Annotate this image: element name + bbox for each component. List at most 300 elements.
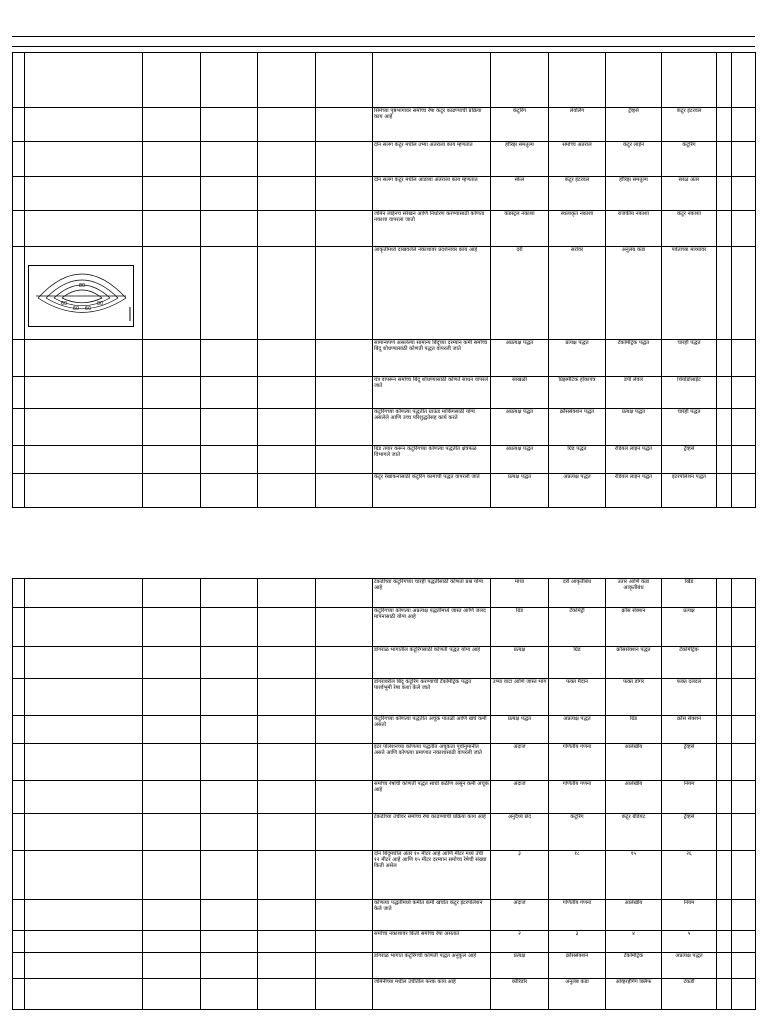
question-text: आकृतीमध्ये दाखवलेले नकाशावर प्रदर्शनावर काय आहे bbox=[373, 247, 491, 339]
option-3 bbox=[606, 53, 662, 108]
option-3: कंटूर लाईन bbox=[606, 142, 662, 177]
blank-cell bbox=[316, 716, 373, 743]
row-number-cell bbox=[13, 900, 25, 930]
blank-cell bbox=[316, 108, 373, 142]
question-text: सिमेच्या पृष्ठभागावर समोच्च रेषा कंटूर काढण्याची प्रक्रिया काय आहे bbox=[373, 108, 491, 142]
question-text: डोंगराळ भागातील कंटूरिंगसाठी कोणती पद्धत योग्य आहे bbox=[373, 647, 491, 679]
option-1: दरी bbox=[491, 247, 549, 339]
option-2: समोच्च अंतराल bbox=[549, 142, 606, 177]
blank-cell bbox=[201, 716, 258, 743]
blank-cell bbox=[258, 979, 316, 1010]
answer-cell bbox=[717, 108, 732, 142]
blank-cell bbox=[316, 608, 373, 647]
marks-cell bbox=[732, 579, 756, 608]
option-2: ग्रिड bbox=[549, 647, 606, 679]
table-row bbox=[13, 608, 756, 647]
option-1: प्रत्यक्ष bbox=[491, 953, 549, 979]
table-row bbox=[13, 211, 756, 247]
option-1: कॉरिडॉर bbox=[491, 979, 549, 1010]
blank-cell bbox=[25, 376, 143, 408]
option-4: टॅकोमेट्रिक bbox=[662, 647, 717, 679]
option-4: कंटूर इंटरवल bbox=[662, 108, 717, 142]
row-number-cell bbox=[13, 177, 25, 211]
option-2: प्रत्यक्ष पद्धत bbox=[549, 339, 606, 376]
option-4: ५ bbox=[662, 930, 717, 952]
marks-cell bbox=[732, 376, 756, 408]
blank-cell bbox=[143, 813, 201, 851]
blank-cell bbox=[201, 608, 258, 647]
table-row bbox=[13, 851, 756, 900]
option-3: टॅकोमेट्रिक bbox=[606, 953, 662, 979]
blank-cell bbox=[258, 53, 316, 108]
table-row bbox=[13, 339, 756, 376]
option-2: अनुलंब कडा bbox=[549, 979, 606, 1010]
blank-cell bbox=[258, 743, 316, 781]
option-1: प्रत्यक्ष bbox=[491, 647, 549, 679]
row-number-cell bbox=[13, 445, 25, 473]
option-3: ओव्हरहँगिंग क्लिफ bbox=[606, 979, 662, 1010]
blank-cell bbox=[316, 900, 373, 930]
option-3: फक्त डोंगर bbox=[606, 678, 662, 716]
option-4: ट्रॅव्हर्स bbox=[662, 445, 717, 473]
option-1: अप्रत्यक्ष पद्धत bbox=[491, 339, 549, 376]
blank-cell bbox=[201, 247, 258, 339]
blank-cell bbox=[258, 608, 316, 647]
option-1: उभ्या वाटा आणि जास्त भाग bbox=[491, 678, 549, 716]
question-text: डोंगराळ भागात कंटूरिंगची कोणती पद्धत अनुकूल आहे bbox=[373, 953, 491, 979]
option-1: अप्रत्यक्ष पद्धत bbox=[491, 445, 549, 473]
row-number-cell bbox=[13, 716, 25, 743]
answer-cell bbox=[717, 743, 732, 781]
answer-cell bbox=[717, 53, 732, 108]
option-1: स्केल bbox=[491, 177, 549, 211]
option-3: रेडियल लाइन पद्धत bbox=[606, 445, 662, 473]
answer-cell bbox=[717, 376, 732, 408]
answer-cell bbox=[717, 900, 732, 930]
row-number-cell bbox=[13, 142, 25, 177]
blank-cell bbox=[201, 979, 258, 1010]
blank-cell bbox=[143, 177, 201, 211]
marks-cell bbox=[732, 445, 756, 473]
question-text: सामान्यपणे असलेल्या सामान्य बिंदूच्या दरम्यान कमी समोच्च बिंदू शोधण्यासाठी कोणती पद्धत वापरली जाते bbox=[373, 339, 491, 376]
row-number-cell bbox=[13, 408, 25, 445]
question-text: समोच्च रेषांची कोणती पद्धत साधी कठीण असून कमी अचूक आहे bbox=[373, 781, 491, 814]
blank-cell bbox=[201, 930, 258, 952]
blank-cell bbox=[143, 608, 201, 647]
option-1: माथा bbox=[491, 579, 549, 608]
option-1: २ bbox=[491, 930, 549, 952]
option-4: कंटूरिंग bbox=[662, 142, 717, 177]
blank-cell bbox=[143, 781, 201, 814]
blank-cell bbox=[143, 339, 201, 376]
table-row bbox=[13, 900, 756, 930]
answer-cell bbox=[717, 647, 732, 679]
top-rule-1 bbox=[12, 36, 755, 37]
table-row bbox=[13, 177, 756, 211]
option-3: राजकीय नकाशा bbox=[606, 211, 662, 247]
question-table-2 bbox=[12, 578, 756, 1010]
blank-cell bbox=[201, 445, 258, 473]
option-1: अंदाज bbox=[491, 781, 549, 814]
blank-cell bbox=[316, 678, 373, 716]
marks-cell bbox=[732, 678, 756, 716]
answer-cell bbox=[717, 813, 732, 851]
option-1: हॉरिझ समतुल्य bbox=[491, 142, 549, 177]
contour-label: 60 bbox=[60, 301, 68, 308]
blank-cell bbox=[25, 647, 143, 679]
blank-cell bbox=[316, 247, 373, 339]
blank-cell bbox=[258, 142, 316, 177]
option-2: १८ bbox=[549, 851, 606, 900]
option-2: ३ bbox=[549, 930, 606, 952]
option-2: सरोवर bbox=[549, 247, 606, 339]
option-4: खिंड bbox=[662, 579, 717, 608]
option-3: ग्रिड bbox=[606, 716, 662, 743]
blank-cell bbox=[143, 647, 201, 679]
option-2: कंटूरिंग bbox=[549, 813, 606, 851]
option-4: चारही पद्धत bbox=[662, 408, 717, 445]
option-3: हॉरिझ समतुल्य bbox=[606, 177, 662, 211]
option-4: सरळ अंतर bbox=[662, 177, 717, 211]
option-2: अप्रत्यक्ष पद्धत bbox=[549, 716, 606, 743]
table-row bbox=[13, 930, 756, 952]
option-3: टॅकोमेट्रिक पद्धत bbox=[606, 339, 662, 376]
table-row bbox=[13, 579, 756, 608]
blank-cell bbox=[201, 211, 258, 247]
answer-cell bbox=[717, 953, 732, 979]
blank-cell bbox=[258, 211, 316, 247]
figure-cell bbox=[25, 247, 143, 339]
option-1 bbox=[491, 53, 549, 108]
table-row bbox=[13, 953, 756, 979]
answer-cell bbox=[717, 177, 732, 211]
blank-cell bbox=[316, 930, 373, 952]
answer-cell bbox=[717, 608, 732, 647]
option-3: कंटूर ग्रेडियंट bbox=[606, 813, 662, 851]
contour-label: 60 bbox=[84, 306, 92, 313]
blank-cell bbox=[143, 930, 201, 952]
option-2: स्थलाकृत नकाशा bbox=[549, 211, 606, 247]
row-number-cell bbox=[13, 608, 25, 647]
blank-cell bbox=[201, 579, 258, 608]
option-4: नियम bbox=[662, 781, 717, 814]
blank-cell bbox=[25, 678, 143, 716]
row-number-cell bbox=[13, 930, 25, 952]
option-2: लेवलिंग bbox=[549, 108, 606, 142]
marks-cell bbox=[732, 979, 756, 1010]
option-1: अंदाज bbox=[491, 900, 549, 930]
row-number-cell bbox=[13, 953, 25, 979]
blank-cell bbox=[316, 473, 373, 507]
blank-cell bbox=[25, 979, 143, 1010]
row-number-cell bbox=[13, 851, 25, 900]
answer-cell bbox=[717, 979, 732, 1010]
blank-cell bbox=[258, 445, 316, 473]
table-row bbox=[13, 445, 756, 473]
blank-cell bbox=[258, 579, 316, 608]
marks-cell bbox=[732, 781, 756, 814]
blank-cell bbox=[25, 142, 143, 177]
question-text: टेकडीच्या कंटूरिंगच्या चारही पद्धतींसाठी कोणता प्रश्न योग्य आहे bbox=[373, 579, 491, 608]
blank-cell bbox=[316, 339, 373, 376]
blank-cell bbox=[25, 339, 143, 376]
table-row bbox=[13, 142, 756, 177]
option-1: अनुदैर्ध्य छेद bbox=[491, 813, 549, 851]
option-2: फक्त मैदान bbox=[549, 678, 606, 716]
table-row bbox=[13, 108, 756, 142]
blank-cell bbox=[316, 647, 373, 679]
blank-cell bbox=[143, 851, 201, 900]
blank-cell bbox=[143, 53, 201, 108]
option-2: गणितीय गणना bbox=[549, 781, 606, 814]
row-number-cell bbox=[13, 813, 25, 851]
option-4: इंटरपोलेशन पद्धत bbox=[662, 473, 717, 507]
blank-cell bbox=[143, 445, 201, 473]
option-2: क्रॉससेक्शन पद्धत bbox=[549, 408, 606, 445]
blank-cell bbox=[316, 851, 373, 900]
blank-cell bbox=[316, 953, 373, 979]
blank-cell bbox=[143, 953, 201, 979]
blank-cell bbox=[258, 473, 316, 507]
blank-cell bbox=[201, 142, 258, 177]
blank-cell bbox=[143, 579, 201, 608]
option-1: अप्रत्यक्ष पद्धत bbox=[491, 408, 549, 445]
blank-cell bbox=[258, 339, 316, 376]
row-number-cell bbox=[13, 743, 25, 781]
blank-cell bbox=[201, 900, 258, 930]
question-text: कंटूरिंगच्या कोणत्या पद्धतीत अचूक पातळी आणि खर्च कमी असतो bbox=[373, 716, 491, 743]
question-text: कंटूरिंगच्या कोणत्या पद्धतीत ग्राऊंड मार्किंगसाठी योग्य असलेले आणि उच्च परिशुद्धतेसह कार्य करते bbox=[373, 408, 491, 445]
blank-cell bbox=[25, 813, 143, 851]
question-text: कंटूर रेखांकनासाठी कंटूरिंग कामाची पद्धत वापरली जाते bbox=[373, 473, 491, 507]
option-3: १५ bbox=[606, 851, 662, 900]
option-1: प्रत्यक्ष पद्धत bbox=[491, 716, 549, 743]
option-2: गणितीय गणना bbox=[549, 743, 606, 781]
blank-cell bbox=[201, 408, 258, 445]
blank-cell bbox=[201, 813, 258, 851]
blank-cell bbox=[143, 376, 201, 408]
option-4: चारही पद्धत bbox=[662, 339, 717, 376]
question-table-1 bbox=[12, 52, 756, 508]
option-3: आलेखीय bbox=[606, 743, 662, 781]
option-3: अनुलंब कडा bbox=[606, 247, 662, 339]
answer-cell bbox=[717, 579, 732, 608]
option-3: डंपी लेवल bbox=[606, 376, 662, 408]
option-1: ग्रिड bbox=[491, 608, 549, 647]
answer-cell bbox=[717, 678, 732, 716]
row-number-cell bbox=[13, 339, 25, 376]
blank-cell bbox=[201, 647, 258, 679]
blank-cell bbox=[201, 53, 258, 108]
question-text: कोणत्या पद्धतीमध्ये कमीत कमी खर्चात कंटूर इंटरपोलेशन केले जाते bbox=[373, 900, 491, 930]
blank-cell bbox=[258, 177, 316, 211]
blank-cell bbox=[258, 716, 316, 743]
option-3: ट्रॅव्हर्स bbox=[606, 108, 662, 142]
blank-cell bbox=[316, 142, 373, 177]
option-4: ट्रॅव्हर्स bbox=[662, 813, 717, 851]
option-2: गणितीय गणना bbox=[549, 900, 606, 930]
marks-cell bbox=[732, 408, 756, 445]
marks-cell bbox=[732, 608, 756, 647]
blank-cell bbox=[25, 716, 143, 743]
option-4: कंटूर नकाशा bbox=[662, 211, 717, 247]
option-4: अप्रत्यक्ष पद्धत bbox=[662, 953, 717, 979]
question-text: टेकडीच्या उंचीवर समोच्च रेषा काढण्याची प्रक्रिया काय आहे bbox=[373, 813, 491, 851]
blank-cell bbox=[316, 408, 373, 445]
answer-cell bbox=[717, 142, 732, 177]
table-row bbox=[13, 979, 756, 1010]
contour-label: 60 bbox=[72, 306, 80, 313]
blank-cell bbox=[258, 900, 316, 930]
option-4: क्रॉस सेक्शन bbox=[662, 716, 717, 743]
blank-cell bbox=[25, 579, 143, 608]
question-text bbox=[373, 53, 491, 108]
answer-cell bbox=[717, 247, 732, 339]
option-1: प्रत्यक्ष पद्धत bbox=[491, 473, 549, 507]
blank-cell bbox=[201, 678, 258, 716]
blank-cell bbox=[143, 678, 201, 716]
blank-cell bbox=[316, 211, 373, 247]
question-text: डोंगरावरील बिंदू कंटूरिंग करण्याची टॅकोमेट्रिक पद्धत पार्श्वभूमी रेषा कशा केले जाते bbox=[373, 678, 491, 716]
table-row bbox=[13, 781, 756, 814]
blank-cell bbox=[316, 781, 373, 814]
option-2: टॅकोमेट्री bbox=[549, 608, 606, 647]
blank-cell bbox=[143, 211, 201, 247]
question-text: इंटर पोलेशनच्या कोणत्या पद्धतीत अचूकता पूर्वानुमानीत असते आणि कोणत्या प्रमाणात नकाशासाठी वापरली जाते bbox=[373, 743, 491, 781]
blank-cell bbox=[316, 979, 373, 1010]
answer-cell bbox=[717, 445, 732, 473]
question-text: कंटूरिंगच्या कोणत्या अप्रत्यक्ष पद्धतीमध्ये जास्त आणि जलद मापनासाठी योग्य आहे bbox=[373, 608, 491, 647]
question-text: जमिनीच्या मधील उंचीतील फरक काय आहे bbox=[373, 979, 491, 1010]
option-1: ३ bbox=[491, 851, 549, 900]
row-number-cell bbox=[13, 108, 25, 142]
question-text: दोन सलग कंटूर मधील आडव्या अंतराला काय म्हणतात bbox=[373, 177, 491, 211]
answer-cell bbox=[717, 716, 732, 743]
table-row bbox=[13, 813, 756, 851]
blank-cell bbox=[201, 108, 258, 142]
option-4: प्रत्यक्ष bbox=[662, 608, 717, 647]
option-4: टेकडी bbox=[662, 979, 717, 1010]
marks-cell bbox=[732, 247, 756, 339]
marks-cell bbox=[732, 339, 756, 376]
blank-cell bbox=[25, 930, 143, 952]
option-1: कंटूरिंग bbox=[491, 108, 549, 142]
option-3: क्रॉससेक्शन पद्धत bbox=[606, 647, 662, 679]
marks-cell bbox=[732, 900, 756, 930]
row-number-cell bbox=[13, 579, 25, 608]
option-2: प्रिझमॅटिक होकायंत्र bbox=[549, 376, 606, 408]
table-row bbox=[13, 53, 756, 108]
option-2: कंटूर इंटरवल bbox=[549, 177, 606, 211]
marks-cell bbox=[732, 177, 756, 211]
blank-cell bbox=[25, 445, 143, 473]
blank-cell bbox=[201, 781, 258, 814]
blank-cell bbox=[25, 211, 143, 247]
option-4: फक्त दलदल bbox=[662, 678, 717, 716]
option-4: नियम bbox=[662, 900, 717, 930]
marks-cell bbox=[732, 813, 756, 851]
blank-cell bbox=[25, 851, 143, 900]
blank-cell bbox=[316, 177, 373, 211]
blank-cell bbox=[258, 781, 316, 814]
blank-cell bbox=[25, 953, 143, 979]
blank-cell bbox=[25, 177, 143, 211]
answer-cell bbox=[717, 473, 732, 507]
blank-cell bbox=[258, 108, 316, 142]
question-text: दोन बिंदूंमधील अंतर १० मीटर आहे आणि मीटर मध्ये उंची १२ मीटर आहे आणि १५ मीटर दरम्यान समोच्च रेषेची संख्या किती असेल bbox=[373, 851, 491, 900]
blank-cell bbox=[316, 813, 373, 851]
option-1: साखळी bbox=[491, 376, 549, 408]
blank-cell bbox=[201, 743, 258, 781]
marks-cell bbox=[732, 953, 756, 979]
blank-cell bbox=[258, 247, 316, 339]
question-text: समोच्च नकाशावर किती समोच्च रेषा असतात bbox=[373, 930, 491, 952]
option-3: क्रॉस सेक्शन bbox=[606, 608, 662, 647]
blank-cell bbox=[201, 953, 258, 979]
option-1: अंदाज bbox=[491, 743, 549, 781]
table-row bbox=[13, 376, 756, 408]
option-2: अप्रत्यक्ष पद्धत bbox=[549, 473, 606, 507]
option-4: ट्रॅव्हर्स bbox=[662, 743, 717, 781]
option-3: ४ bbox=[606, 930, 662, 952]
blank-cell bbox=[258, 376, 316, 408]
answer-cell bbox=[717, 211, 732, 247]
blank-cell bbox=[201, 851, 258, 900]
answer-cell bbox=[717, 408, 732, 445]
contour-label: 80 bbox=[96, 301, 104, 308]
blank-cell bbox=[143, 979, 201, 1010]
blank-cell bbox=[25, 743, 143, 781]
blank-cell bbox=[258, 930, 316, 952]
table-row bbox=[13, 678, 756, 716]
blank-cell bbox=[143, 473, 201, 507]
blank-cell bbox=[316, 743, 373, 781]
marks-cell bbox=[732, 473, 756, 507]
question-text: यंत्र वापरून समोच्च बिंदू शोधण्यासाठी कोणते साधन वापरले जाते bbox=[373, 376, 491, 408]
blank-cell bbox=[143, 108, 201, 142]
blank-cell bbox=[201, 177, 258, 211]
marks-cell bbox=[732, 743, 756, 781]
row-number-cell bbox=[13, 53, 25, 108]
blank-cell bbox=[143, 142, 201, 177]
blank-cell bbox=[258, 953, 316, 979]
blank-cell bbox=[316, 376, 373, 408]
blank-cell bbox=[258, 813, 316, 851]
top-rule-2 bbox=[12, 46, 755, 47]
blank-cell bbox=[143, 408, 201, 445]
marks-cell bbox=[732, 108, 756, 142]
option-2: क्रॉससेक्शन bbox=[549, 953, 606, 979]
option-2: दरी आकृतीबंध bbox=[549, 579, 606, 608]
table-row bbox=[13, 647, 756, 679]
option-4: २६ bbox=[662, 851, 717, 900]
row-number-cell bbox=[13, 211, 25, 247]
table-row bbox=[13, 408, 756, 445]
marks-cell bbox=[732, 716, 756, 743]
answer-cell bbox=[717, 851, 732, 900]
row-number-cell bbox=[13, 376, 25, 408]
table-row bbox=[13, 247, 756, 339]
blank-cell bbox=[25, 900, 143, 930]
row-number-cell bbox=[13, 473, 25, 507]
table-row bbox=[13, 716, 756, 743]
question-text: ग्रिड तयार करून कंटूरिंगच्या कोणत्या पद्धतीत क्षेत्रफळ विभागले जाते bbox=[373, 445, 491, 473]
blank-cell bbox=[25, 781, 143, 814]
answer-cell bbox=[717, 930, 732, 952]
blank-cell bbox=[201, 376, 258, 408]
marks-cell bbox=[732, 211, 756, 247]
blank-cell bbox=[258, 851, 316, 900]
